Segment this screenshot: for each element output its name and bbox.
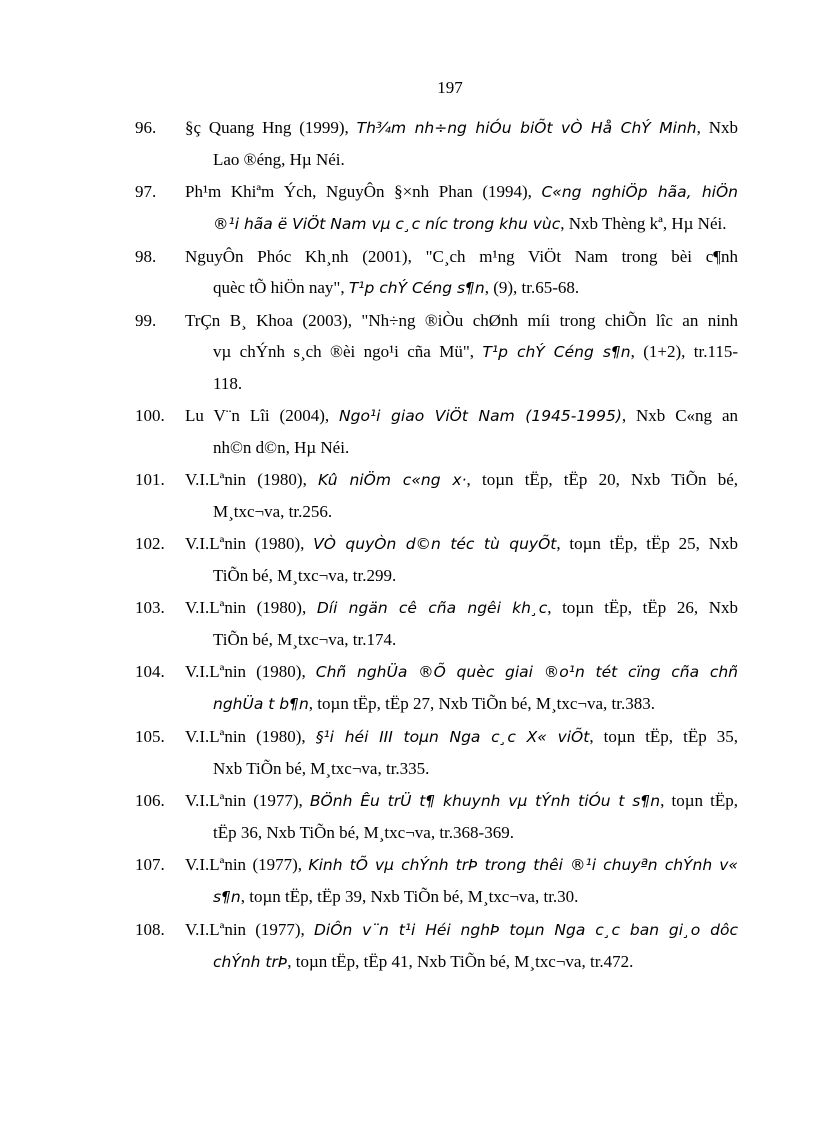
reference-segment: , Nxb <box>696 118 739 137</box>
reference-line <box>185 464 738 496</box>
reference-number: 105. <box>135 727 165 746</box>
reference-segment: M¸txc¬va, tr.256. <box>213 502 333 521</box>
reference-line <box>185 241 738 272</box>
reference-number: 96. <box>135 118 157 137</box>
reference-text <box>185 112 738 176</box>
reference-segment: V.I.Lªnin (1980), <box>185 470 319 489</box>
reference-number: 107. <box>135 855 165 874</box>
reference-number: 102. <box>135 534 165 553</box>
reference-entry <box>0 400 816 464</box>
reference-text <box>185 176 738 241</box>
reference-number: 108. <box>135 920 165 939</box>
reference-segment: 118. <box>213 374 243 393</box>
reference-segment: , toµn tËp, tËp 26, Nxb <box>547 598 738 617</box>
reference-text <box>185 721 738 785</box>
reference-line <box>185 208 738 240</box>
reference-segment: TiÕn bé, M¸txc¬va, tr.299. <box>213 566 397 585</box>
reference-line <box>185 400 738 432</box>
reference-segment: V.I.Lªnin (1977), <box>185 920 314 939</box>
reference-segment: nh©n d©n, Hµ Néi. <box>213 438 350 457</box>
reference-title: BÖnh Êu trÜ t¶ khuynh vµ tÝnh tiÓu t s¶n <box>309 792 661 810</box>
reference-entry <box>0 721 816 785</box>
reference-line <box>185 336 738 368</box>
reference-text <box>185 656 738 721</box>
reference-line <box>185 496 738 527</box>
reference-segment: quèc tÕ hiÖn nay", <box>213 278 349 297</box>
reference-line <box>185 432 738 463</box>
reference-title: ®¹i hãa ë ViÖt Nam vµ c¸c níc trong khu vùc <box>213 215 561 233</box>
reference-entry <box>0 176 816 241</box>
reference-segment: V.I.Lªnin (1980), <box>185 727 316 746</box>
reference-number: 103. <box>135 598 165 617</box>
reference-entry <box>0 528 816 592</box>
reference-text <box>185 785 738 849</box>
reference-segment: , toµn tËp, tËp 41, Nxb TiÕn bé, M¸txc¬va, tr.472. <box>287 952 634 971</box>
reference-number: 100. <box>135 406 165 425</box>
reference-segment: , Nxb Thèng kª, Hµ Néi. <box>560 214 727 233</box>
reference-entry <box>0 305 816 400</box>
reference-segment: Nxb TiÕn bé, M¸txc¬va, tr.335. <box>213 759 430 778</box>
reference-line <box>185 881 738 913</box>
reference-line <box>185 849 738 881</box>
reference-segment: , toµn tËp, tËp 35, <box>589 727 739 746</box>
reference-line <box>185 144 738 175</box>
reference-line <box>185 368 738 399</box>
reference-title: C«ng nghiÖp hãa, hiÖn <box>541 183 738 201</box>
reference-text <box>185 464 738 528</box>
reference-segment: , toµn tËp, <box>660 791 738 810</box>
reference-segment: , toµn tËp, tËp 39, Nxb TiÕn bé, M¸txc¬va, tr.30. <box>240 887 579 906</box>
reference-segment: , toµn tËp, tËp 25, Nxb <box>556 534 738 553</box>
reference-title: Chñ nghÜa ®Õ quèc giai ®o¹n tét cïng cña chñ <box>315 663 738 681</box>
reference-number: 106. <box>135 791 165 810</box>
reference-title: Ngo¹i giao ViÖt Nam (1945-1995) <box>339 407 622 425</box>
reference-title: s¶n <box>213 888 241 906</box>
reference-entry <box>0 464 816 528</box>
reference-line <box>185 272 738 304</box>
reference-text <box>185 241 738 305</box>
reference-segment: Ph¹m Khiªm Ých, NguyÔn §×nh Phan (1994), <box>185 182 542 201</box>
reference-text <box>185 849 738 914</box>
reference-text <box>185 592 738 656</box>
reference-title: Kinh tÕ vµ chÝnh trÞ trong thêi ®¹i chuyªn chÝnh v« <box>308 856 738 874</box>
reference-line <box>185 914 738 946</box>
reference-line <box>185 817 738 848</box>
reference-segment: vµ chÝnh s¸ch ®èi ngo¹i cña Mü", <box>213 342 483 361</box>
reference-segment: V.I.Lªnin (1980), <box>185 598 317 617</box>
reference-entry <box>0 241 816 305</box>
reference-entry <box>0 785 816 849</box>
reference-segment: V.I.Lªnin (1977), <box>185 791 310 810</box>
reference-segment: TiÕn bé, M¸txc¬va, tr.174. <box>213 630 397 649</box>
reference-segment: Lao ®éng, Hµ Néi. <box>213 150 345 169</box>
reference-segment: V.I.Lªnin (1980), <box>185 534 314 553</box>
reference-line <box>185 560 738 591</box>
reference-text <box>185 305 738 400</box>
reference-title: VÒ quyÒn d©n téc tù quyÕt <box>313 535 557 553</box>
reference-number: 99. <box>135 311 157 330</box>
reference-line <box>185 592 738 624</box>
page-number: 197 <box>437 78 463 97</box>
reference-number: 98. <box>135 247 157 266</box>
reference-title: DiÔn v¨n t¹i Héi nghÞ toµn Nga c¸c ban gi¸o dôc <box>314 921 738 939</box>
reference-line <box>185 785 738 817</box>
reference-number: 101. <box>135 470 165 489</box>
reference-title: Th¾m nh÷ng hiÓu biÕt vÒ Hå ChÝ Minh <box>356 119 697 137</box>
reference-line <box>185 688 738 720</box>
reference-entry <box>0 112 816 176</box>
reference-line <box>185 656 738 688</box>
reference-segment: , toµn tËp, tËp 27, Nxb TiÕn bé, M¸txc¬va, tr.383. <box>308 694 655 713</box>
reference-title: §¹i héi III toµn Nga c¸c X« viÕt <box>315 728 590 746</box>
reference-text <box>185 528 738 592</box>
reference-line <box>185 721 738 753</box>
reference-entry <box>0 849 816 914</box>
reference-segment: TrÇn B¸ Khoa (2003), "Nh÷ng ®iÒu chØnh míi trong chiÕn lîc an ninh <box>185 311 738 330</box>
reference-title: T¹p chÝ Céng s¶n <box>482 343 631 361</box>
reference-line <box>185 112 738 144</box>
reference-segment: NguyÔn Phóc Kh¸nh (2001), "C¸ch m¹ng ViÖt Nam trong bèi c¶nh <box>185 247 738 266</box>
reference-entry <box>0 592 816 656</box>
reference-title: nghÜa t b¶n <box>213 695 309 713</box>
reference-line <box>185 946 738 978</box>
reference-segment: , (9), tr.65-68. <box>484 278 580 297</box>
reference-text <box>185 914 738 979</box>
reference-line <box>185 624 738 655</box>
reference-list <box>0 112 816 979</box>
reference-number: 97. <box>135 182 157 201</box>
reference-segment: tËp 36, Nxb TiÕn bé, M¸txc¬va, tr.368-369. <box>213 823 514 842</box>
reference-line <box>185 176 738 208</box>
reference-number: 104. <box>135 662 165 681</box>
reference-segment: §ç Quang Hng (1999), <box>185 118 357 137</box>
reference-title: T¹p chÝ Céng s¶n <box>348 279 485 297</box>
reference-text <box>185 400 738 464</box>
reference-line <box>185 528 738 560</box>
reference-entry <box>0 656 816 721</box>
reference-segment: , toµn tËp, tËp 20, Nxb TiÕn bé, <box>466 470 738 489</box>
reference-segment: V.I.Lªnin (1980), <box>185 662 316 681</box>
reference-segment: Lu V¨n Lîi (2004), <box>185 406 340 425</box>
reference-segment: , (1+2), tr.115- <box>630 342 739 361</box>
reference-line <box>185 305 738 336</box>
reference-segment: V.I.Lªnin (1977), <box>185 855 309 874</box>
reference-entry <box>0 914 816 979</box>
reference-title: chÝnh trÞ <box>213 953 288 971</box>
reference-title: Kû niÖm c«ng x· <box>318 471 467 489</box>
reference-title: Díi ngän cê cña ngêi kh¸c <box>316 599 548 617</box>
reference-line <box>185 753 738 784</box>
reference-segment: , Nxb C«ng an <box>621 406 738 425</box>
